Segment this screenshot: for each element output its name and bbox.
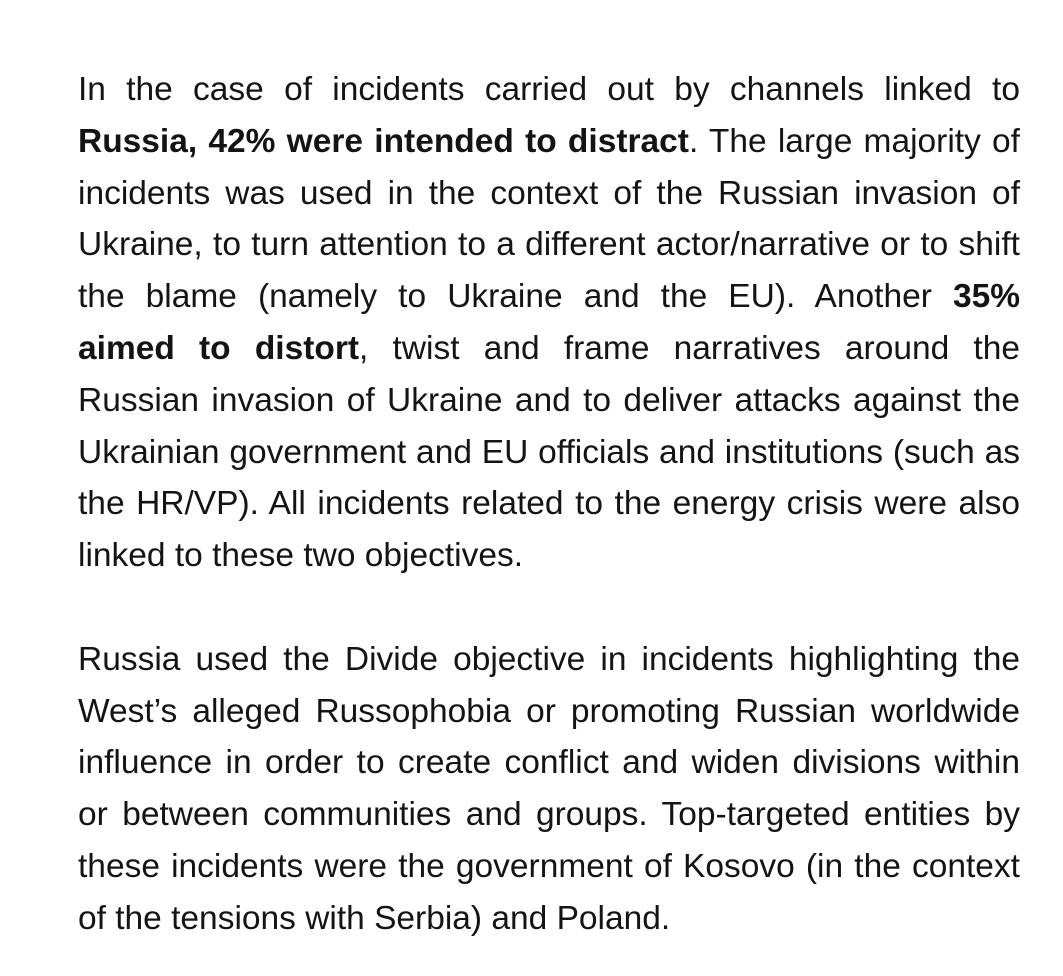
paragraph-russia-objectives — [78, 64, 1020, 582]
bold-highlight-distort: 35% aimed to distort — [78, 278, 1020, 367]
paragraph-divide-objective — [78, 634, 1020, 945]
document-page — [78, 64, 1020, 945]
paragraph-text: Russia used the Divide objective in incidents highlighting the West’s alleged Russophobia or promoting Russian worldwide influence in order to create conflict and widen divisions within or between communities and groups. Top-targeted entities by these incidents were the government of Kosovo (in the context of the tensions with Serbia) and Poland. — [78, 640, 1020, 937]
paragraph-text: . The large majority of incidents was used in the context of the Russian invasion of Ukraine, to turn attention to a different actor/narrative or to shift the blame (namely to Ukraine and the EU). Another — [78, 122, 1020, 316]
bold-highlight-distract: Russia, 42% were intended to distract — [78, 122, 689, 160]
paragraph-text: In the case of incidents carried out by channels linked to — [78, 71, 1020, 108]
paragraph-text: , twist and frame narratives around the Russian invasion of Ukraine and to deliver attacks against the Ukrainian government and EU officials and institutions (such as the HR/VP). All incidents related to the energy crisis were also linked to these two objectives. — [78, 329, 1020, 575]
